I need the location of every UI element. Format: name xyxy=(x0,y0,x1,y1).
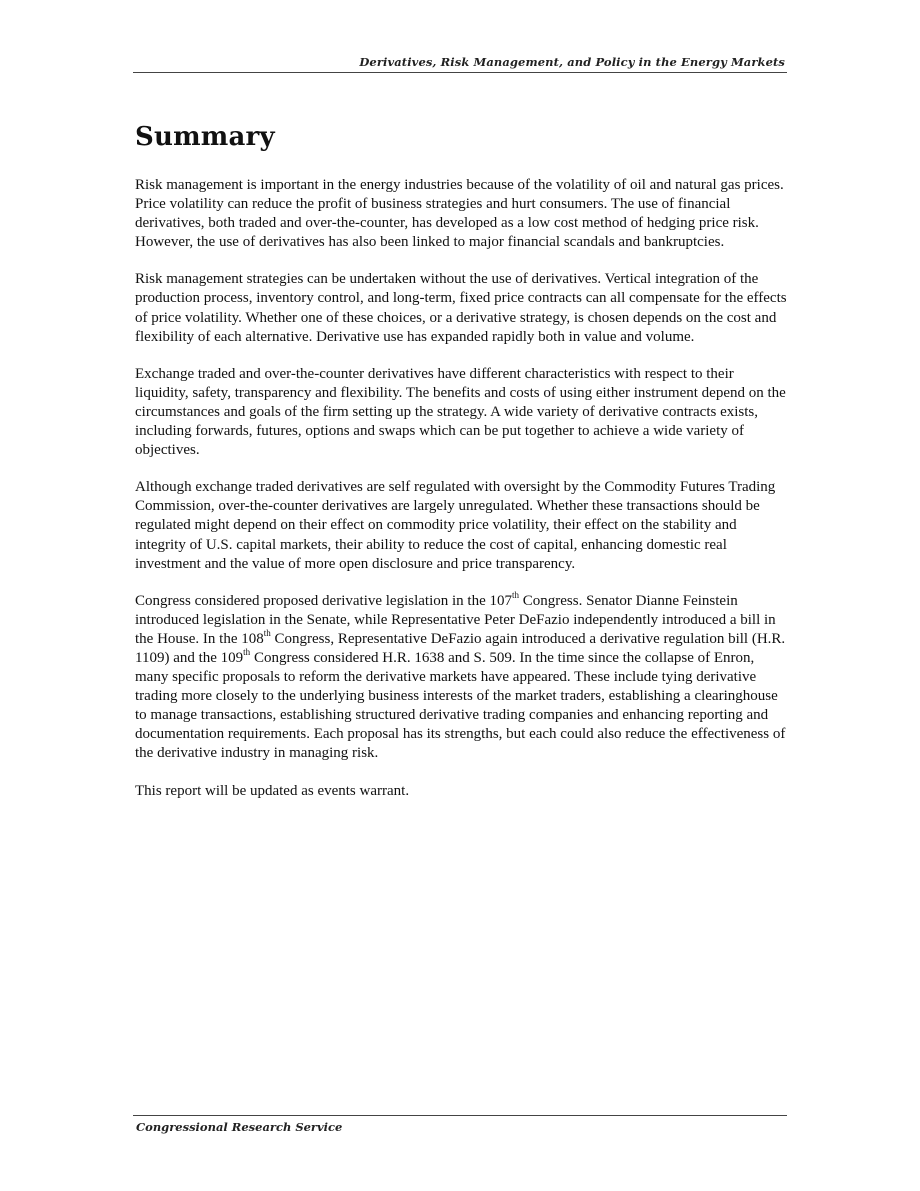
page-footer xyxy=(133,1115,787,1134)
footer-source: Congressional Research Service xyxy=(136,1120,343,1134)
congress-text-1: Congress considered proposed derivative legislation in the 107 xyxy=(135,592,512,609)
running-header xyxy=(133,54,787,73)
congress-text-3: Congress, Representative DeFazio again introduced a derivative regulation bill (H.R. 1109) and the 109 xyxy=(135,630,786,666)
paragraph-risk-management: Risk management is important in the energy industries because of the volatility of oil and natural gas prices. Price volatility can reduce the profit of business strategies and hurt consumers. The use of financial derivatives, both traded and over-the-counter, has developed as a low cost method of hedging price risk. However, the use of derivatives has also been linked to major financial scandals and bankruptcies. xyxy=(135,177,784,251)
section-title: Summary xyxy=(135,122,275,152)
paragraph-strategies: Risk management strategies can be undertaken without the use of derivatives. Vertical integration of the production process, inventory control, and long-term, fixed price contracts can all compensate for the effects of price volatility. Whether one of these choices, or a derivative strategy, is chosen depends on the cost and flexibility of each alternative. Derivative use has expanded rapidly both in value and volume. xyxy=(135,271,787,345)
paragraph-congress xyxy=(135,589,787,764)
ordinal-suffix: th xyxy=(243,646,251,657)
paragraph-regulation: Although exchange traded derivatives are self regulated with oversight by the Commodity Futures Trading Commission, over-the-counter derivatives are largely unregulated. Whether these transactions should be regulated might depend on their effect on commodity price volatility, their effect on the stability and integrity of U.S. capital markets, their ability to reduce the cost of capital, enhancing domestic real investment and the value of more open disclosure and price transparency. xyxy=(135,479,776,572)
ordinal-suffix: th xyxy=(263,627,271,638)
paragraph-exchange-traded: Exchange traded and over-the-counter derivatives have different characteristics with respect to their liquidity, safety, transparency and flexibility. The benefits and costs of using either instrument depend on the circumstances and goals of the firm setting up the strategy. A wide variety of derivative contracts exists, including forwards, futures, options and swaps which can be put together to achieve a wide variety of objectives. xyxy=(135,365,786,459)
ordinal-suffix: th xyxy=(512,589,520,600)
running-header-title: Derivatives, Risk Management, and Policy in the Energy Markets xyxy=(359,55,785,69)
summary-body xyxy=(135,176,787,819)
paragraph-update-note: This report will be updated as events warrant. xyxy=(135,782,410,799)
congress-text-4: Congress considered H.R. 1638 and S. 509. In the time since the collapse of Enron, many specific proposals to reform the derivative markets have appeared. These include tying derivative trading more closely to the underlying business interests of the market traders, establishing a clearinghouse to manage transactions, establishing structured derivative trading companies and enhancing reporting and documentation requirements. Each proposal has its strengths, but each could also reduce the effectiveness of the derivative industry in managing risk. xyxy=(135,649,786,762)
congress-text-2: Congress. Senator Dianne Feinstein introduced legislation in the Senate, while Representative Peter DeFazio independently introduced a bill in the House. In the 108 xyxy=(135,592,776,647)
